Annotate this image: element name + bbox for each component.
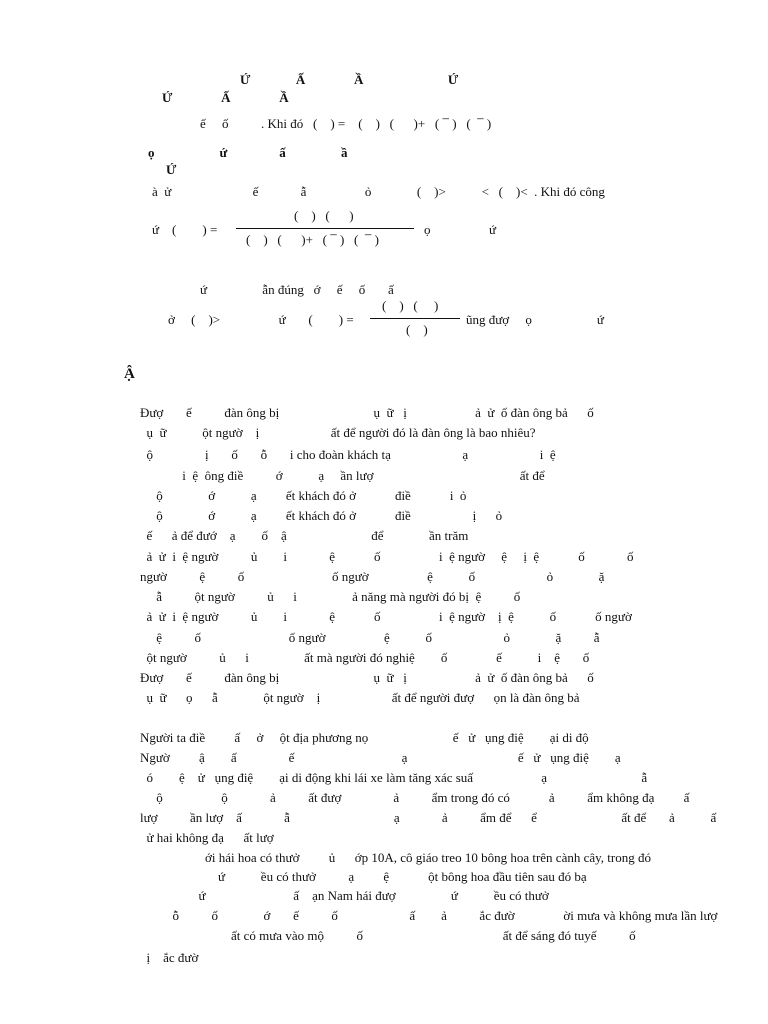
body-line: ộ ị ố ỗ i cho đoàn khách tạ ạ i ệ	[140, 447, 556, 462]
paragraph-assumption: à ử ế ẫ ỏ ( )> < ( )< . Khi đó công	[152, 184, 605, 199]
formula2-prefix: ứ ( ) =	[152, 222, 218, 237]
formula2-suffix: ọ ứ	[424, 222, 497, 237]
body-line: ứ ấ ạn Nam hái đượ ứ ều có thưở	[140, 888, 549, 903]
body-line: ả ử i ệ ngườ ủ i ệ ố i ệ ngườ ị ệ ố ố ngườ	[140, 609, 632, 624]
body-line: ó ệ ử ụng điệ ại di động khi lái xe làm tăng xác suấ ạ ẫ	[140, 770, 648, 785]
formula2-denominator: ( ) ( )+ ( ̅ ) ( ̅ )	[246, 232, 379, 247]
body-line: ỗ ố ớ ế ố ấ ả ắc đườ ời mưa và không mưa lần lượ	[140, 908, 718, 923]
body-line: ộ ớ ạ ết khách đó ở điề ị ỏ	[140, 508, 503, 523]
body-line: ụ ữ ọ ẫ ột ngườ ị ất để người đượ ọn là đàn ông bả	[140, 690, 580, 705]
body-line: ngườ ệ ố ố ngườ ệ ố ỏ ặ	[140, 569, 605, 584]
section-title: Ậ	[124, 366, 135, 382]
formula2-fraction-bar	[236, 228, 414, 229]
header-line-1: Ứ Ấ Ầ Ứ	[240, 72, 459, 87]
body-line: lượ ần lượ ấ ẫ ạ ả ẩm để ể ất để ả ấ	[140, 810, 717, 825]
formula3-numerator: ( ) ( )	[382, 298, 439, 313]
body-line: ới hái hoa có thưở ủ ớp 10A, cô giáo treo 10 bông hoa trên cành cây, trong đó	[140, 850, 651, 865]
body-line: Đượ ế đàn ông bị ụ ữ ị ả ử ố đàn ông bả ố	[140, 405, 594, 420]
body-line: ả ử i ệ ngườ ủ i ệ ố i ệ ngườ ệ ị ệ ố ố	[140, 549, 634, 564]
body-line: Người ta điề ấ ở ột địa phương nọ ế ử ụng điệ ại di độ	[140, 730, 589, 745]
formula3-suffix: ũng đượ ọ ứ	[466, 312, 604, 327]
body-line: ộ ộ ả ất đượ ả ẩm trong đó có ả ẩm không đạ ấ	[140, 790, 690, 805]
formula-bayes-denominator-expansion: ế ố . Khi đó ( ) = ( ) ( )+ ( ̅ ) ( ̅ )	[200, 116, 492, 131]
header-line-2: Ứ Ấ Ầ	[162, 90, 289, 105]
body-line: ụ ữ ột ngườ ị ất để người đó là đàn ông là bao nhiêu?	[140, 425, 536, 440]
paragraph-correct-form: ứ ẫn đúng ớ ế ố ấ	[200, 282, 394, 297]
body-line: ộ ớ ạ ết khách đó ở điề i ỏ	[140, 488, 467, 503]
body-line: Ngườ ậ ấ ế ạ ế ử ụng điệ ạ	[140, 750, 621, 765]
formula2-numerator: ( ) ( )	[294, 208, 354, 223]
body-line: ẫ ột ngườ ủ i ả năng mà người đó bị ệ ố	[140, 589, 521, 604]
formula3-fraction-bar	[370, 318, 460, 319]
body-line: ứ ều có thưở ạ ệ ột bông hoa đầu tiên sau đó bạ	[140, 869, 587, 884]
body-line: ệ ố ố ngườ ệ ố ỏ ặ ẫ	[140, 630, 600, 645]
body-line: ất có mưa vào mộ ố ất để sáng đó tuyế ố	[140, 928, 636, 943]
body-line: i ệ ông điề ớ ạ ần lượ ất để	[140, 468, 545, 483]
formula3-denominator: ( )	[406, 322, 428, 337]
section-head-u: Ứ	[166, 162, 177, 177]
body-line: Đượ ế đàn ông bị ụ ữ ị ả ử ố đàn ông bả ố	[140, 670, 594, 685]
body-line: ế ả để đướ ạ ố ậ để ần trăm	[140, 528, 469, 543]
body-line: ử hai không đạ ất lượ	[140, 830, 274, 845]
section-line-o: ọ ứ ấ ầ	[148, 145, 348, 160]
body-line: ột ngườ ủ i ất mà người đó nghiệ ố ế i ệ ố	[140, 650, 590, 665]
body-line: ị ắc đườ	[140, 950, 199, 965]
formula3-prefix: ở ( )> ứ ( ) =	[168, 312, 354, 327]
